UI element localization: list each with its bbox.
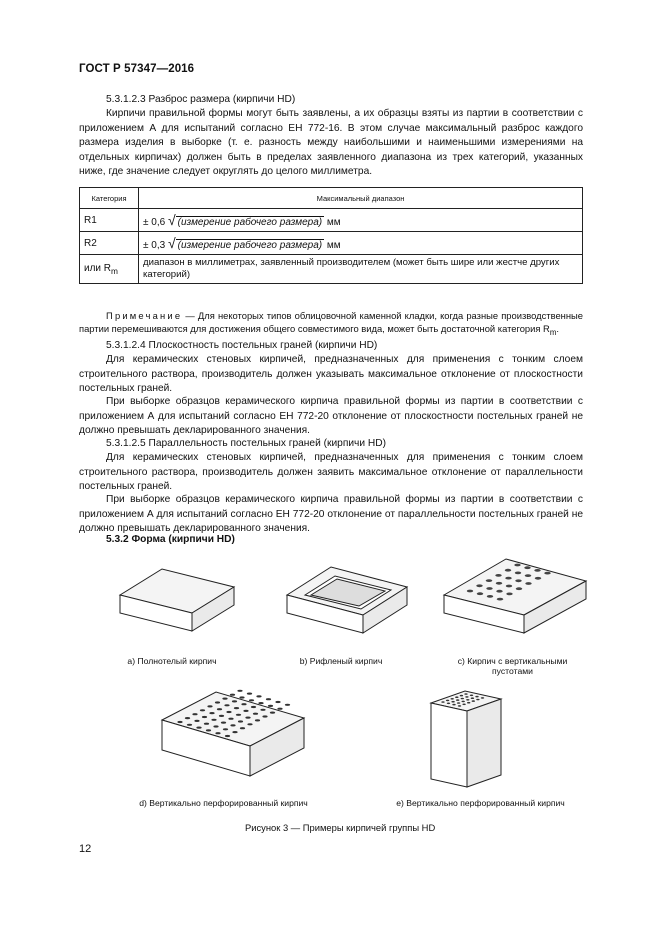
hole [209,712,214,714]
cored-brick-illustration [440,555,590,637]
hole [251,706,256,708]
section-title: Разброс размера (кирпичи HD) [148,94,296,105]
hole [206,729,211,731]
hole [505,577,511,580]
hole [275,701,280,703]
hole [222,698,227,700]
hole [207,705,212,707]
hole [194,720,199,722]
document-header: ГОСТ Р 57347—2016 [79,63,195,75]
hole [476,699,479,701]
paragraph: Для керамических стеновых кирпичей, предназначенных для применения с тонким слоем строительного раствора, производитель должен заявить максимальное отклонение от параллельности постельных граней. [79,452,583,493]
category-subscript: m [111,265,118,276]
hole [277,708,282,710]
figure-title: Рисунок 3 — Примеры кирпичей группы HD [245,822,436,833]
hole [202,716,207,718]
table-cell-category: R2 [80,232,139,255]
table-header-row [80,188,583,209]
hole [268,705,273,707]
hole [230,694,235,696]
hole [237,690,242,692]
hole [455,696,458,698]
hole [185,717,190,719]
table-cell-description: диапазон в миллиметрах, заявленный производителем (может быть шире или жестче других категорий) [139,255,583,284]
hole [225,735,230,737]
solid-brick-illustration [116,565,241,635]
hole [477,592,483,595]
formula-coefficient: ± 0,6 [143,217,166,228]
hole [461,698,464,700]
section-heading-5-3-2: 5.3.2 Форма (кирпичи HD) [106,534,235,545]
section-title: Параллельность постельных граней (кирпичи HD) [148,438,386,449]
section-number: 5.3.1.2.3 [106,94,146,105]
sqrt-icon: √ [167,235,176,251]
hole [506,585,512,588]
hole [270,712,275,714]
hole [441,701,444,703]
hole [258,702,263,704]
hole [255,719,260,721]
hole [187,724,192,726]
hole [223,728,228,730]
hole [458,705,461,707]
section-title: Плоскостность постельных граней (кирпичи HD) [148,340,378,351]
table-header-range: Максимальный диапазон [139,188,583,209]
dimension-range-table [79,187,583,284]
section-heading-5-3-1-2-5 [79,437,610,452]
hole [256,695,261,697]
hole [467,590,473,593]
hole [266,698,271,700]
formula-coefficient: ± 0,3 [143,240,166,251]
hole [534,569,540,572]
hole [285,704,290,706]
caption-b: b) Рифленый кирпич [299,656,383,666]
hole [243,710,248,712]
hole [239,696,244,698]
hole [241,703,246,705]
hole [196,727,201,729]
section-heading-5-3-1-2-3 [79,93,610,108]
table-row [80,255,583,284]
table-cell-category: R1 [80,209,139,232]
hole [224,704,229,706]
note-end: . [556,323,559,334]
hole [456,699,459,701]
hole [447,703,450,705]
category-text: или R [84,262,112,274]
hole [221,722,226,724]
caption-c: c) Кирпич с вертикальными пустотами [457,656,568,676]
hole [232,700,237,702]
note-text: — Для некоторых типов облицовочной каменной кладки, когда разные производственные партии перемешиваются для достижения общего совместимого вида, может быть достаточной категория R [79,310,583,334]
hole [200,709,205,711]
hole [472,700,475,702]
hole [247,693,252,695]
formula-unit: мм [326,217,341,228]
perforated-brick-e-illustration [425,683,505,791]
formula-expression: (измерение рабочего размера) [177,240,323,251]
hole [262,715,267,717]
hole [230,724,235,726]
hole [219,715,224,717]
hole [260,709,265,711]
table-cell-formula [139,209,583,232]
hole [211,719,216,721]
hole [506,593,512,596]
hole [446,700,449,702]
hole [215,732,220,734]
hole [451,701,454,703]
hole [462,704,465,706]
hole [514,564,520,567]
hole [234,707,239,709]
hole [247,723,252,725]
hole [457,702,460,704]
hole [192,713,197,715]
caption-e: e) Вертикально перфорированный кирпич [396,798,565,808]
note-label: Примечание [106,310,183,321]
hole [204,723,209,725]
hole [465,696,468,698]
hole [213,725,218,727]
note [79,309,583,339]
paragraph: При выборке образцов керамического кирпича правильной формы из партии в соответствии с приложением А для испытаний согласно ЕН 772-20 отклонение от плоскостности постельных граней не должно превышать декларированного значения. [79,396,583,437]
hole [460,695,463,697]
hole [535,577,541,580]
hole [486,587,492,590]
hole [496,590,502,593]
hole [217,708,222,710]
hole [466,699,469,701]
table-header-category: Категория [80,188,139,209]
section-heading-5-3-1-2-4 [79,339,610,354]
hole [467,702,470,704]
hole [464,693,467,695]
hole [253,713,258,715]
hole [544,572,550,575]
hole [486,579,492,582]
hole [228,718,233,720]
hole [232,731,237,733]
hole [515,579,521,582]
sqrt-icon: √ [167,212,176,228]
hole [481,697,484,699]
hole [525,582,531,585]
hole [476,584,482,587]
table-cell-category [80,255,139,284]
formula-expression: (измерение рабочего размера) [177,217,323,228]
hole [249,699,254,701]
hole [495,574,501,577]
hole [451,698,454,700]
table-row [80,232,583,255]
hole [238,720,243,722]
table-row [80,209,583,232]
paragraph: Для керамических стеновых кирпичей, предназначенных для применения с тонким слоем строительного раствора, производитель должен указывать максимальное отклонение от плоскостности постельных граней. [79,354,583,395]
hole [245,717,250,719]
paragraph: При выборке образцов керамического кирпича правильной формы из партии в соответствии с приложением А для испытаний согласно ЕН 772-20 отклонение от параллельности постельных граней не должно превышать декларированного значения. [79,494,583,535]
hole [524,566,530,569]
frogged-brick-illustration [283,563,413,635]
hole [525,574,531,577]
caption-a: a) Полнотелый кирпич [127,656,217,666]
hole [452,704,455,706]
hole [487,595,493,598]
hole [505,569,511,572]
paragraph: Кирпичи правильной формы могут быть заявлены, а их образцы взяты из партии в соответствии с приложением А для испытаний согласно ЕН 772-16. В этом случае максимальный разброс каждого размера изделия в выборке (т. е. разность между наибольшими и наименьшими измерениями на отдельных кирпичах) должен быть в пределах заявленного диапазона из трех категорий, указанных ниже, где значение следует округлять до целого миллиметра. [79,108,583,178]
page-number: 12 [79,843,92,855]
section-number: 5.3.1.2.4 [106,340,146,351]
section-number: 5.3.1.2.5 [106,438,146,449]
hole [497,598,503,601]
formula-unit: мм [326,240,341,251]
hole [496,582,502,585]
hole [226,711,231,713]
perforated-brick-d-illustration [158,686,308,782]
hole [471,697,474,699]
hole [177,721,182,723]
hole [470,695,473,697]
caption-d: d) Вертикально перфорированный кирпич [139,798,308,808]
hole [240,727,245,729]
hole [462,701,465,703]
hole [475,696,478,698]
table-cell-formula [139,232,583,255]
hole [515,572,521,575]
hole [215,701,220,703]
hole [516,587,522,590]
hole [236,714,241,716]
note-subscript: m [549,327,557,337]
